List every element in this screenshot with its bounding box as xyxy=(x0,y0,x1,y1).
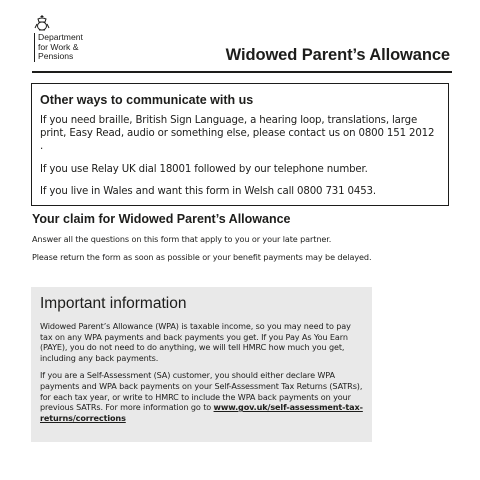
header-rule xyxy=(32,71,452,73)
important-paragraph-2-text: If you are a Self-Assessment (SA) customer, you should either declare WPA payments and WPA back payments on your Self-Assessment Tax Returns (SATRs), for each tax year, or write to HMRC to include the WPA back payments on your previous SATRs. For more information go to xyxy=(40,370,363,413)
communicate-paragraph-3: If you live in Wales and want this form in Welsh call 0800 731 0453. xyxy=(40,185,376,197)
header xyxy=(0,0,480,72)
important-paragraph-2 xyxy=(40,370,364,423)
royal-crest-icon xyxy=(34,14,50,32)
claim-paragraph-2: Please return the form as soon as possible or your benefit payments may be delayed. xyxy=(32,252,372,262)
logo-text xyxy=(34,33,124,62)
claim-heading: Your claim for Widowed Parent’s Allowance xyxy=(32,212,291,226)
communicate-paragraph-2: If you use Relay UK dial 18001 followed by our telephone number. xyxy=(40,163,368,175)
important-info-panel xyxy=(31,287,372,442)
important-paragraph-1: Widowed Parent’s Allowance (WPA) is taxable income, so you may need to pay tax on any WPA payments and back payments you get. If you Pay As You Earn (PAYE), you do not need to do anything, we will tell HMRC how much you get, including any back payments. xyxy=(40,321,351,363)
dwp-logo xyxy=(34,14,124,62)
corrections-link[interactable]: www.gov.uk/self-assessment-tax-returns/corrections xyxy=(40,402,363,423)
communicate-paragraph-1: If you need braille, British Sign Language, a hearing loop, translations, large print, Easy Read, audio or something else, please contact us on 0800 151 2012 . xyxy=(40,115,435,153)
logo-line-1: Department xyxy=(38,32,83,42)
claim-paragraph-1: Answer all the questions on this form that apply to you or your late partner. xyxy=(32,234,332,244)
logo-line-3: Pensions xyxy=(38,51,74,62)
communicate-heading: Other ways to communicate with us xyxy=(40,93,254,107)
communicate-box xyxy=(31,83,449,206)
important-heading: Important information xyxy=(40,295,187,312)
form-title: Widowed Parent’s Allowance xyxy=(225,46,450,64)
logo-line-2: for Work & xyxy=(38,41,79,52)
